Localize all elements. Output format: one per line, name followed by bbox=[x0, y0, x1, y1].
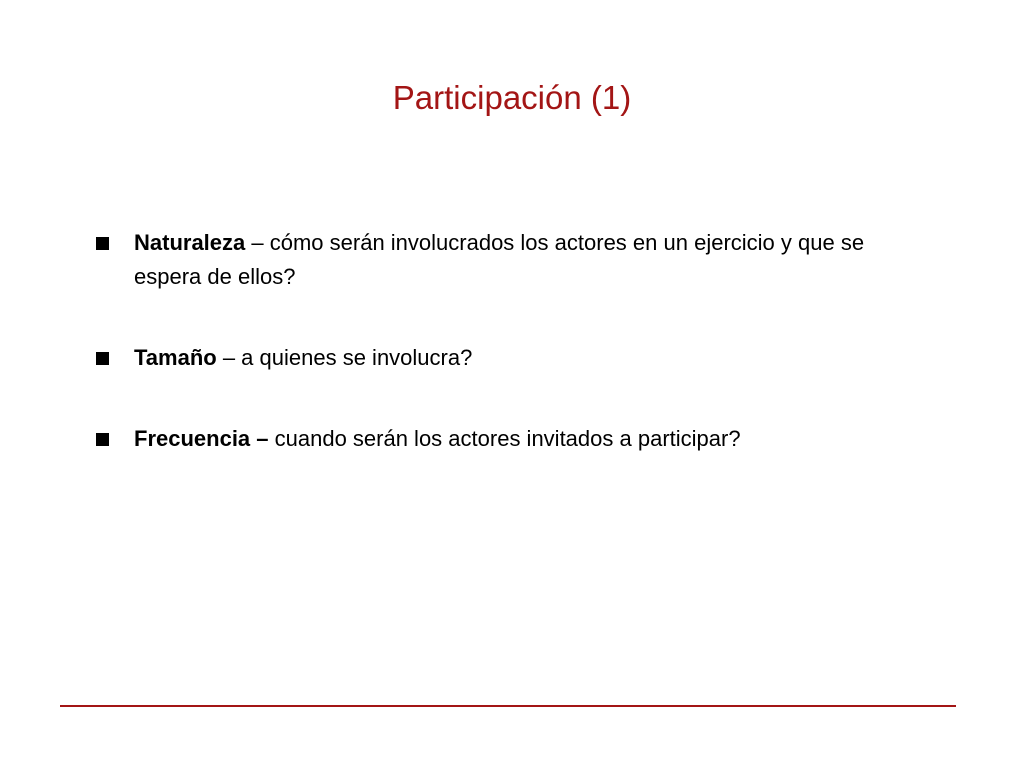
footer-rule bbox=[60, 705, 956, 707]
square-bullet-icon bbox=[96, 352, 109, 365]
bullet-list bbox=[96, 226, 936, 456]
bullet-term: Tamaño bbox=[134, 345, 217, 370]
bullet-item-tamano bbox=[96, 341, 936, 375]
bullet-item-frecuencia bbox=[96, 422, 936, 456]
bullet-item-naturaleza bbox=[96, 226, 936, 294]
bullet-description: cuando serán los actores invitados a participar? bbox=[268, 426, 741, 451]
bullet-description: – a quienes se involucra? bbox=[216, 345, 473, 370]
bullet-description: – cómo serán involucrados los actores en un ejercicio y que se espera de ellos? bbox=[134, 230, 865, 289]
square-bullet-icon bbox=[96, 433, 109, 446]
bullet-term: Frecuencia – bbox=[134, 426, 269, 451]
bullet-term: Naturaleza bbox=[134, 230, 246, 255]
slide-title: Participación (1) bbox=[392, 79, 632, 116]
square-bullet-icon bbox=[96, 237, 109, 250]
